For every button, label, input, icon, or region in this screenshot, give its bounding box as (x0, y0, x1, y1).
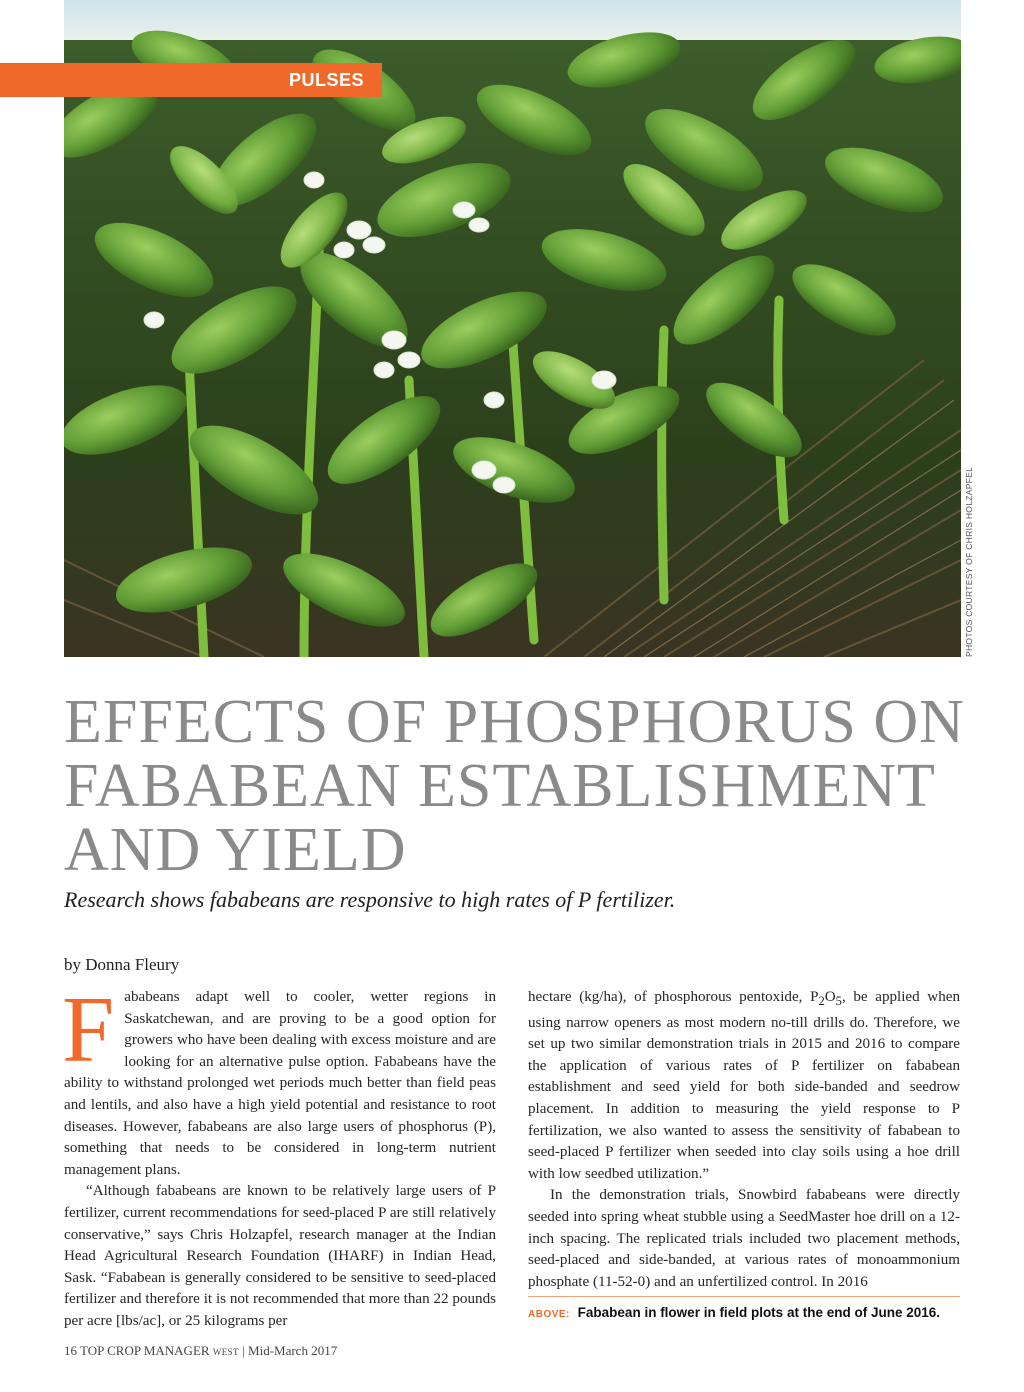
deck-subtitle: Research shows fababeans are responsive to high rates of P fertilizer. (64, 887, 676, 912)
issue-date: | Mid-March 2017 (242, 1343, 338, 1358)
paragraph: “Although fababeans are known to be relatively large users of P fertilizer, current recommendations for seed-placed P are still relatively conservative,” says Chris Holzapfel, research manager at the Indian Head Agricultural Research Foundation (IHARF) in Indian Head, Sask. “Fababean is generally considered to be sensitive to seed-placed fertilizer and therefore it is not recommended that more than 22 pounds per acre [lbs/ac], or 25 kilograms per (64, 1183, 496, 1329)
paragraph: In the demonstration trials, Snowbird fababeans were directly seeded into spring wheat stubble using a SeedMaster hoe drill on a 12-inch spacing. The replicated trials included two placement methods, seed-placed and side-banded, at various rates of monoammonium phosphate (11-52-0) and an unfertilized control. In 2016 (528, 1187, 960, 1290)
paragraph-text: ababeans adapt well to cooler, wetter regions in Saskatchewan, and are proving to be a good option for growers who have been dealing with excess moisture and are looking for an alternative pulse option. Fababeans have the ability to withstand prolonged wet periods much better than field peas and lentils, and also have a high yield potential and resistance to root diseases. However, fababeans are also large users of phosphorus (P), something that needs to be considered in long-term nutrient management plans. (64, 989, 496, 1178)
paragraph (62, 978, 496, 1181)
hero-photo-fababean-field (64, 0, 961, 657)
headline-line-1: EFFECTS OF PHOSPHORUS ON (64, 688, 965, 756)
magazine-name: TOP CROP MANAGER (80, 1343, 210, 1358)
subscript: 2 (818, 994, 825, 1009)
plant-illustration (64, 0, 961, 657)
page-footer (64, 1343, 337, 1359)
photo-caption (528, 1296, 960, 1320)
headline-line-2: FABABEAN ESTABLISHMENT (64, 752, 936, 820)
article-column-left (62, 978, 496, 1333)
drop-cap: F (62, 978, 115, 1082)
paragraph-text: O (824, 989, 836, 1005)
caption-label: ABOVE: (528, 1309, 570, 1320)
edition-label: WEST (212, 1347, 239, 1357)
paragraph (528, 987, 960, 1185)
headline (64, 690, 964, 882)
paragraph-text: hectare (kg/ha), of phosphorous pentoxide, P (528, 989, 819, 1005)
section-tag: PULSES (0, 63, 382, 97)
byline: by Donna Fleury (64, 955, 180, 974)
photo-credit: PHOTOS COURTESY OF CHRIS HOLZAPFEL (964, 466, 974, 657)
subscript: 5 (835, 994, 842, 1009)
paragraph-text: , be applied when using narrow openers as most modern no-till drills do. Therefore, we set up two similar demonstration trials in 2015 and 2016 to compare the application of various rates of P fertilizer on fababean establishment and seed yield for both side-banded and seedrow placement. In addition to measuring the yield response to P fertilization, we also wanted to assess the sensitivity of fababean to seed-placed P fertilizer when seeded into clay soils using a hoe drill with low seedbed utilization.” (528, 989, 960, 1182)
caption-text: Fababean in flower in field plots at the end of June 2016. (577, 1305, 940, 1320)
article-column-right (528, 987, 960, 1293)
headline-line-3: AND YIELD (64, 816, 407, 884)
page-number: 16 (64, 1343, 77, 1358)
